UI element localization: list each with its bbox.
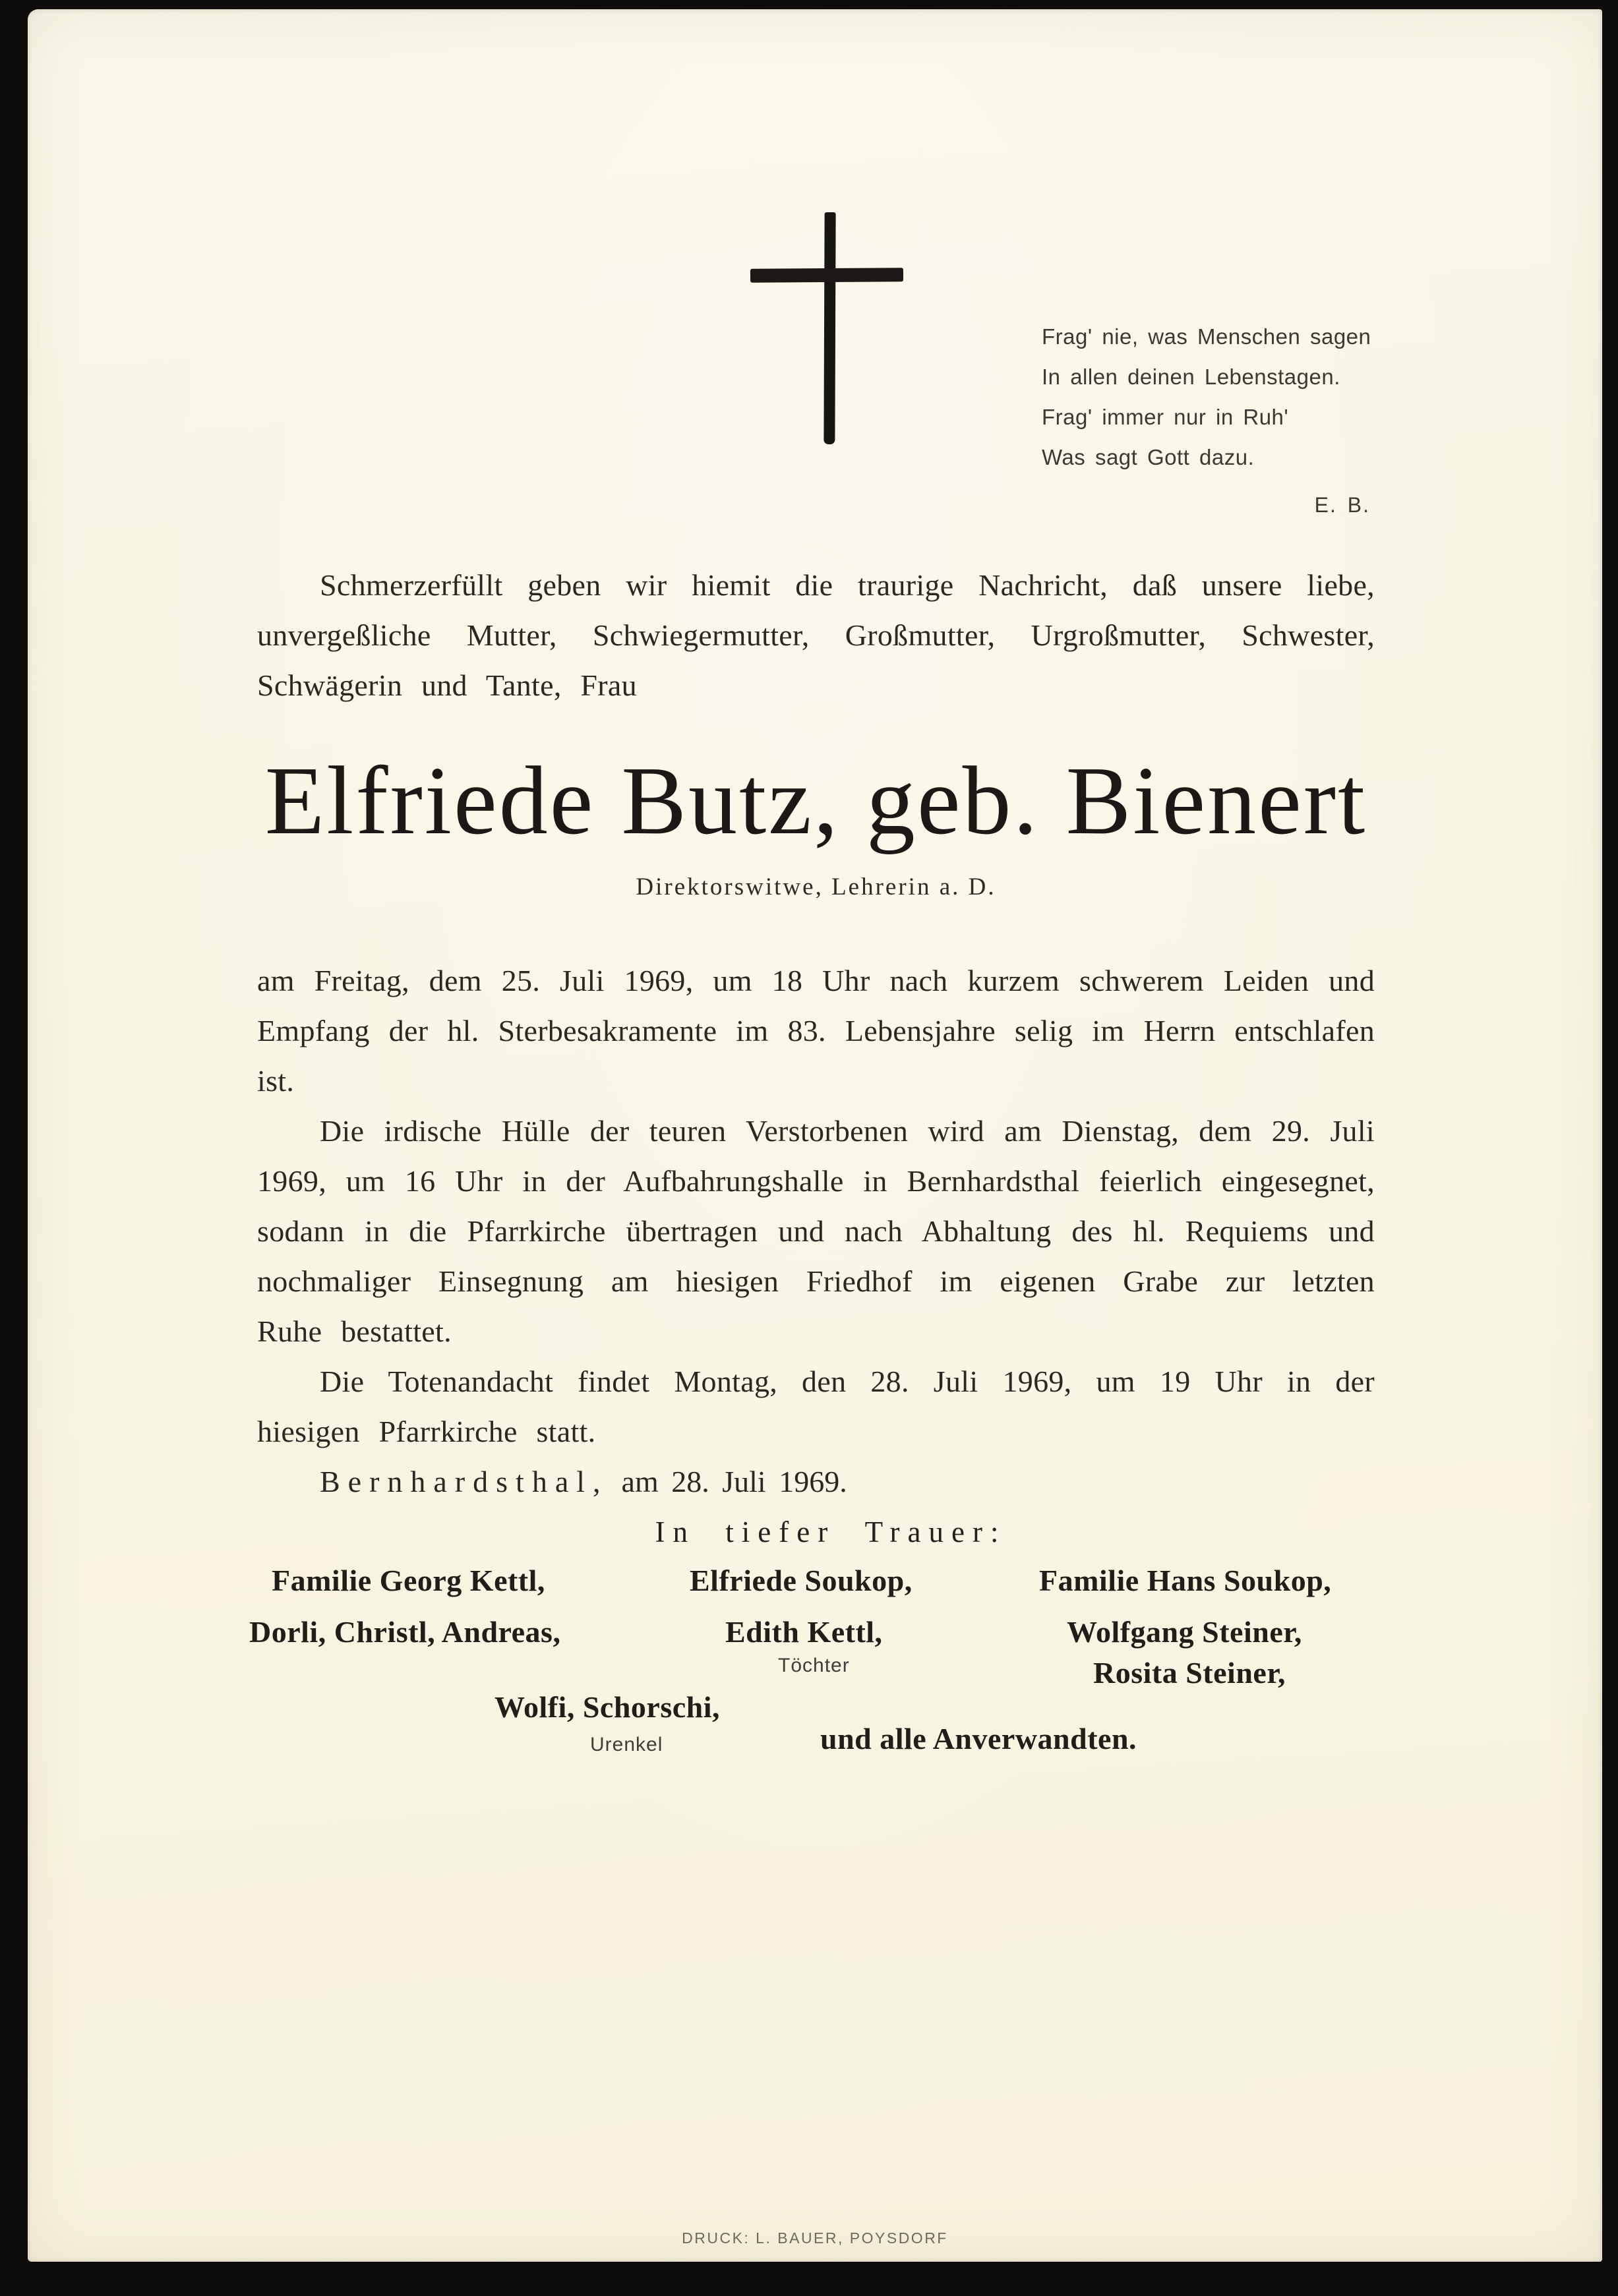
dateline-place: Bernhardsthal, bbox=[320, 1465, 609, 1498]
label-toechter: Töchter bbox=[778, 1655, 850, 1676]
announcement-body bbox=[257, 560, 1375, 1557]
death-details-paragraph: am Freitag, dem 25. Juli 1969, um 18 Uhr nach kurzem schwerem Leiden und Empfang der hl. Sterbesakramente im 83. Lebensjahre selig im Herrn entschlafen ist. bbox=[257, 964, 1375, 1098]
vigil-details-paragraph: Die Totenandacht findet Montag, den 28. Juli 1969, um 19 Uhr in der hiesigen Pfarrkirche statt. bbox=[257, 1365, 1375, 1448]
mourner-relatives: und alle Anverwandten. bbox=[820, 1722, 1137, 1755]
dateline bbox=[257, 1457, 1375, 1507]
epigraph bbox=[1042, 316, 1398, 525]
intro-paragraph: Schmerzerfüllt geben wir hiemit die traurige Nachricht, daß unsere liebe, unvergeßliche Mutter, Schwiegermutter, Großmutter, Urgroßmutter, Schwester, Schwägerin und Tante, Frau bbox=[257, 568, 1375, 702]
epigraph-line-1: Frag' nie, was Menschen sagen bbox=[1042, 324, 1371, 349]
mourner-rosita-steiner: Rosita Steiner, bbox=[1093, 1656, 1286, 1690]
printer-credit: DRUCK: L. BAUER, POYSDORF bbox=[682, 2229, 948, 2247]
cross-horizontal-bar bbox=[750, 268, 903, 283]
mourner-dorli-christl-andreas: Dorli, Christl, Andreas, bbox=[249, 1615, 561, 1649]
mourner-edith-kettl: Edith Kettl, bbox=[725, 1615, 883, 1649]
epigraph-line-3: Frag' immer nur in Ruh' bbox=[1042, 405, 1289, 429]
deceased-name: Elfriede Butz, geb. Bienert bbox=[264, 747, 1367, 855]
dateline-date: am 28. Juli 1969. bbox=[621, 1465, 847, 1498]
label-urenkel: Urenkel bbox=[590, 1734, 663, 1755]
mourner-elfriede-soukop: Elfriede Soukop, bbox=[690, 1564, 913, 1597]
mourner-wolfi-schorschi: Wolfi, Schorschi, bbox=[494, 1690, 721, 1724]
cross-vertical-bar bbox=[824, 212, 835, 444]
mourner-family-georg-kettl: Familie Georg Kettl, bbox=[272, 1564, 545, 1597]
closing-line: In tiefer Trauer: bbox=[655, 1516, 1007, 1548]
funeral-details-paragraph: Die irdische Hülle der teuren Verstorbenen wird am Dienstag, dem 29. Juli 1969, um 16 Uhr in der Aufbahrungshalle in Bernhardsthal feierlich eingesegnet, sodann in die Pfarrkirche übertragen und nach Abhaltung des hl. Requiems und nochmaliger Einsegnung am hiesigen Friedhof im eigenen Grabe zur letzten Ruhe bestattet. bbox=[257, 1114, 1375, 1348]
card-paper bbox=[28, 9, 1602, 2262]
epigraph-line-2: In allen deinen Lebenstagen. bbox=[1042, 365, 1340, 389]
epigraph-line-4: Was sagt Gott dazu. bbox=[1042, 445, 1255, 469]
mourner-family-hans-soukop: Familie Hans Soukop, bbox=[1039, 1564, 1332, 1597]
epigraph-attribution: E. B. bbox=[1314, 493, 1370, 517]
deceased-title: Direktorswitwe, Lehrerin a. D. bbox=[636, 873, 996, 900]
mourner-wolfgang-steiner: Wolfgang Steiner, bbox=[1067, 1615, 1302, 1649]
